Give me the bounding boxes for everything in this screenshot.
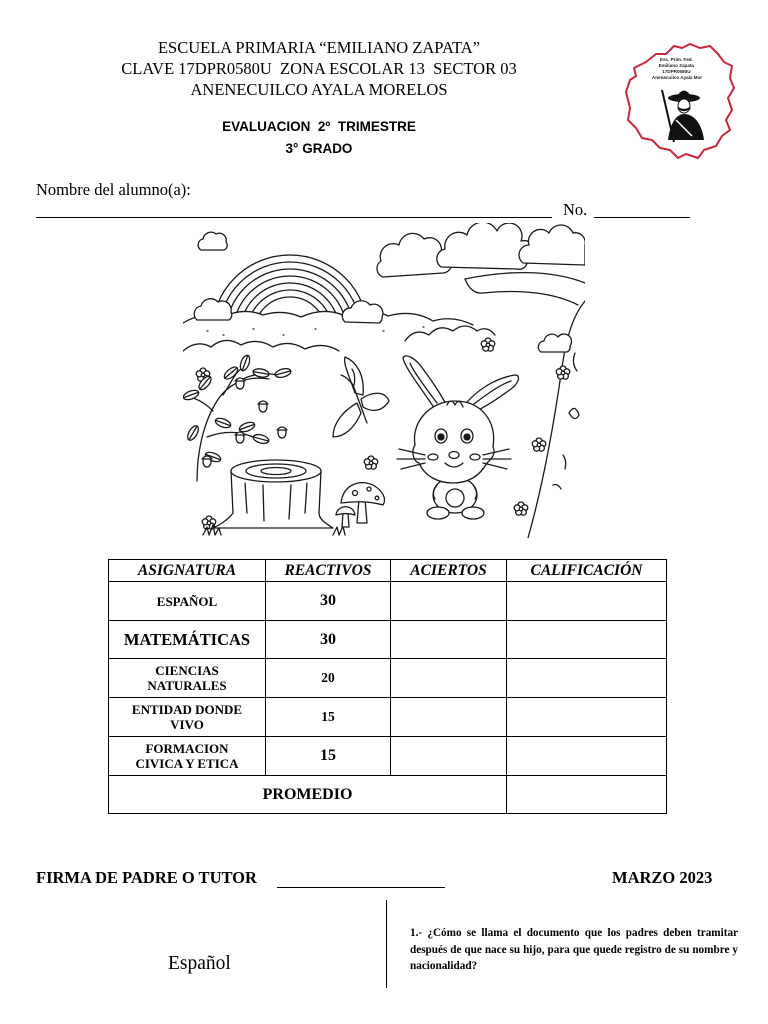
school-logo bbox=[620, 40, 740, 162]
school-code: CLAVE 17DPR0580U ZONA ESCOLAR 13 SECTOR 03 bbox=[121, 59, 517, 78]
student-name-line bbox=[36, 217, 552, 218]
acorn bbox=[258, 401, 268, 412]
grade-cell bbox=[507, 582, 667, 621]
school-location: ANENECUILCO AYALA MORELOS bbox=[190, 80, 448, 99]
flower bbox=[556, 366, 570, 379]
bunny-head bbox=[413, 401, 494, 483]
coloring-illustration bbox=[183, 223, 585, 538]
average-row bbox=[109, 776, 667, 814]
tree-branch bbox=[465, 279, 578, 305]
evaluation-title: EVALUACION 2º TRIMESTRE bbox=[222, 119, 416, 134]
average-value-cell bbox=[507, 776, 667, 814]
table-row bbox=[109, 698, 667, 737]
grade-cell bbox=[507, 621, 667, 659]
logo-text-line: Esc. Prim. Fed. bbox=[659, 57, 693, 62]
butterfly bbox=[333, 357, 389, 437]
cloud bbox=[519, 225, 585, 265]
bunny-pupil bbox=[464, 434, 470, 440]
header-asignatura: ASIGNATURA bbox=[109, 560, 266, 582]
items-cell: 20 bbox=[266, 659, 391, 698]
mushroom-stem bbox=[342, 513, 349, 527]
table-row bbox=[109, 737, 667, 776]
table-header-row bbox=[109, 560, 667, 582]
header-reactivos: REACTIVOS bbox=[266, 560, 391, 582]
bunny-left-foot bbox=[427, 507, 449, 519]
bunny bbox=[397, 356, 518, 519]
bunny-nose bbox=[449, 452, 459, 459]
subject-cell: FORMACION CIVICA Y ETICA bbox=[109, 737, 266, 776]
grade-cell bbox=[507, 737, 667, 776]
header-aciertos: ACIERTOS bbox=[391, 560, 507, 582]
bunny-pupil bbox=[438, 434, 444, 440]
leaf bbox=[252, 433, 270, 445]
table-row bbox=[109, 582, 667, 621]
section-subject-title: Español bbox=[168, 953, 231, 974]
exam-title bbox=[0, 116, 638, 160]
butterfly-right-wing bbox=[361, 393, 389, 410]
items-cell: 15 bbox=[266, 737, 391, 776]
parent-signature-label: FIRMA DE PADRE O TUTOR bbox=[36, 868, 257, 887]
correct-answers-cell bbox=[391, 737, 507, 776]
flower bbox=[532, 438, 546, 451]
mushroom-cap bbox=[341, 483, 385, 505]
student-number-line bbox=[594, 217, 690, 218]
items-cell: 15 bbox=[266, 698, 391, 737]
items-cell: 30 bbox=[266, 582, 391, 621]
tree-knot bbox=[569, 408, 579, 418]
flower bbox=[364, 456, 378, 469]
question-1: 1.- ¿Cómo se llama el documento que los padres deben tramitar después de que nace su hijo, para que quede registro de su nombre y nacionalidad? bbox=[410, 927, 738, 972]
flower bbox=[481, 338, 495, 351]
correct-answers-cell bbox=[391, 582, 507, 621]
mushrooms bbox=[336, 483, 385, 527]
mushroom-cap bbox=[336, 507, 355, 515]
student-name-label: Nombre del alumno(a): bbox=[36, 180, 191, 199]
acorn bbox=[235, 378, 245, 389]
acorn bbox=[235, 432, 245, 443]
stump-top bbox=[231, 460, 321, 482]
average-label: PROMEDIO bbox=[109, 776, 507, 814]
student-number-label: No. bbox=[563, 200, 588, 219]
parent-signature-line bbox=[277, 887, 445, 888]
leaf bbox=[186, 424, 201, 442]
exam-date: MARZO 2023 bbox=[612, 868, 713, 887]
leaf bbox=[252, 368, 269, 379]
cloud bbox=[342, 301, 383, 323]
tree-branch bbox=[465, 273, 585, 283]
cloud bbox=[198, 232, 227, 250]
table-row bbox=[109, 659, 667, 698]
acorn bbox=[202, 456, 212, 467]
correct-answers-cell bbox=[391, 698, 507, 737]
column-divider bbox=[386, 900, 387, 988]
school-header bbox=[0, 37, 638, 100]
flower bbox=[514, 502, 528, 515]
header-calificacion: CALIFICACIÓN bbox=[507, 560, 667, 582]
correct-answers-cell bbox=[391, 659, 507, 698]
leaf bbox=[274, 367, 292, 379]
bunny-left-ear bbox=[403, 356, 447, 409]
logo-text-line: Emiliano Zapata bbox=[658, 63, 694, 68]
bunny-right-foot bbox=[462, 507, 484, 519]
grade-cell bbox=[507, 698, 667, 737]
subject-cell: ENTIDAD DONDE VIVO bbox=[109, 698, 266, 737]
correct-answers-cell bbox=[391, 621, 507, 659]
cloud bbox=[538, 334, 571, 352]
subject-cell: CIENCIAS NATURALES bbox=[109, 659, 266, 698]
grade-level: 3° GRADO bbox=[285, 141, 353, 156]
tree-stump bbox=[203, 460, 345, 535]
cloud bbox=[194, 299, 232, 320]
items-cell: 30 bbox=[266, 621, 391, 659]
cloud bbox=[437, 223, 536, 269]
school-name: ESCUELA PRIMARIA “EMILIANO ZAPATA” bbox=[157, 38, 481, 57]
acorn bbox=[277, 427, 287, 438]
grades-table bbox=[108, 559, 667, 814]
logo-text-line: 17DPR0580U bbox=[662, 69, 691, 74]
leaf bbox=[214, 417, 232, 430]
table-row bbox=[109, 621, 667, 659]
subject-cell: ESPAÑOL bbox=[109, 582, 266, 621]
logo-text-line: Anenecuilco Ayala Mor bbox=[651, 75, 703, 80]
grade-cell bbox=[507, 659, 667, 698]
subject-cell: MATEMÁTICAS bbox=[109, 621, 266, 659]
butterfly-lower-wing bbox=[333, 403, 361, 437]
